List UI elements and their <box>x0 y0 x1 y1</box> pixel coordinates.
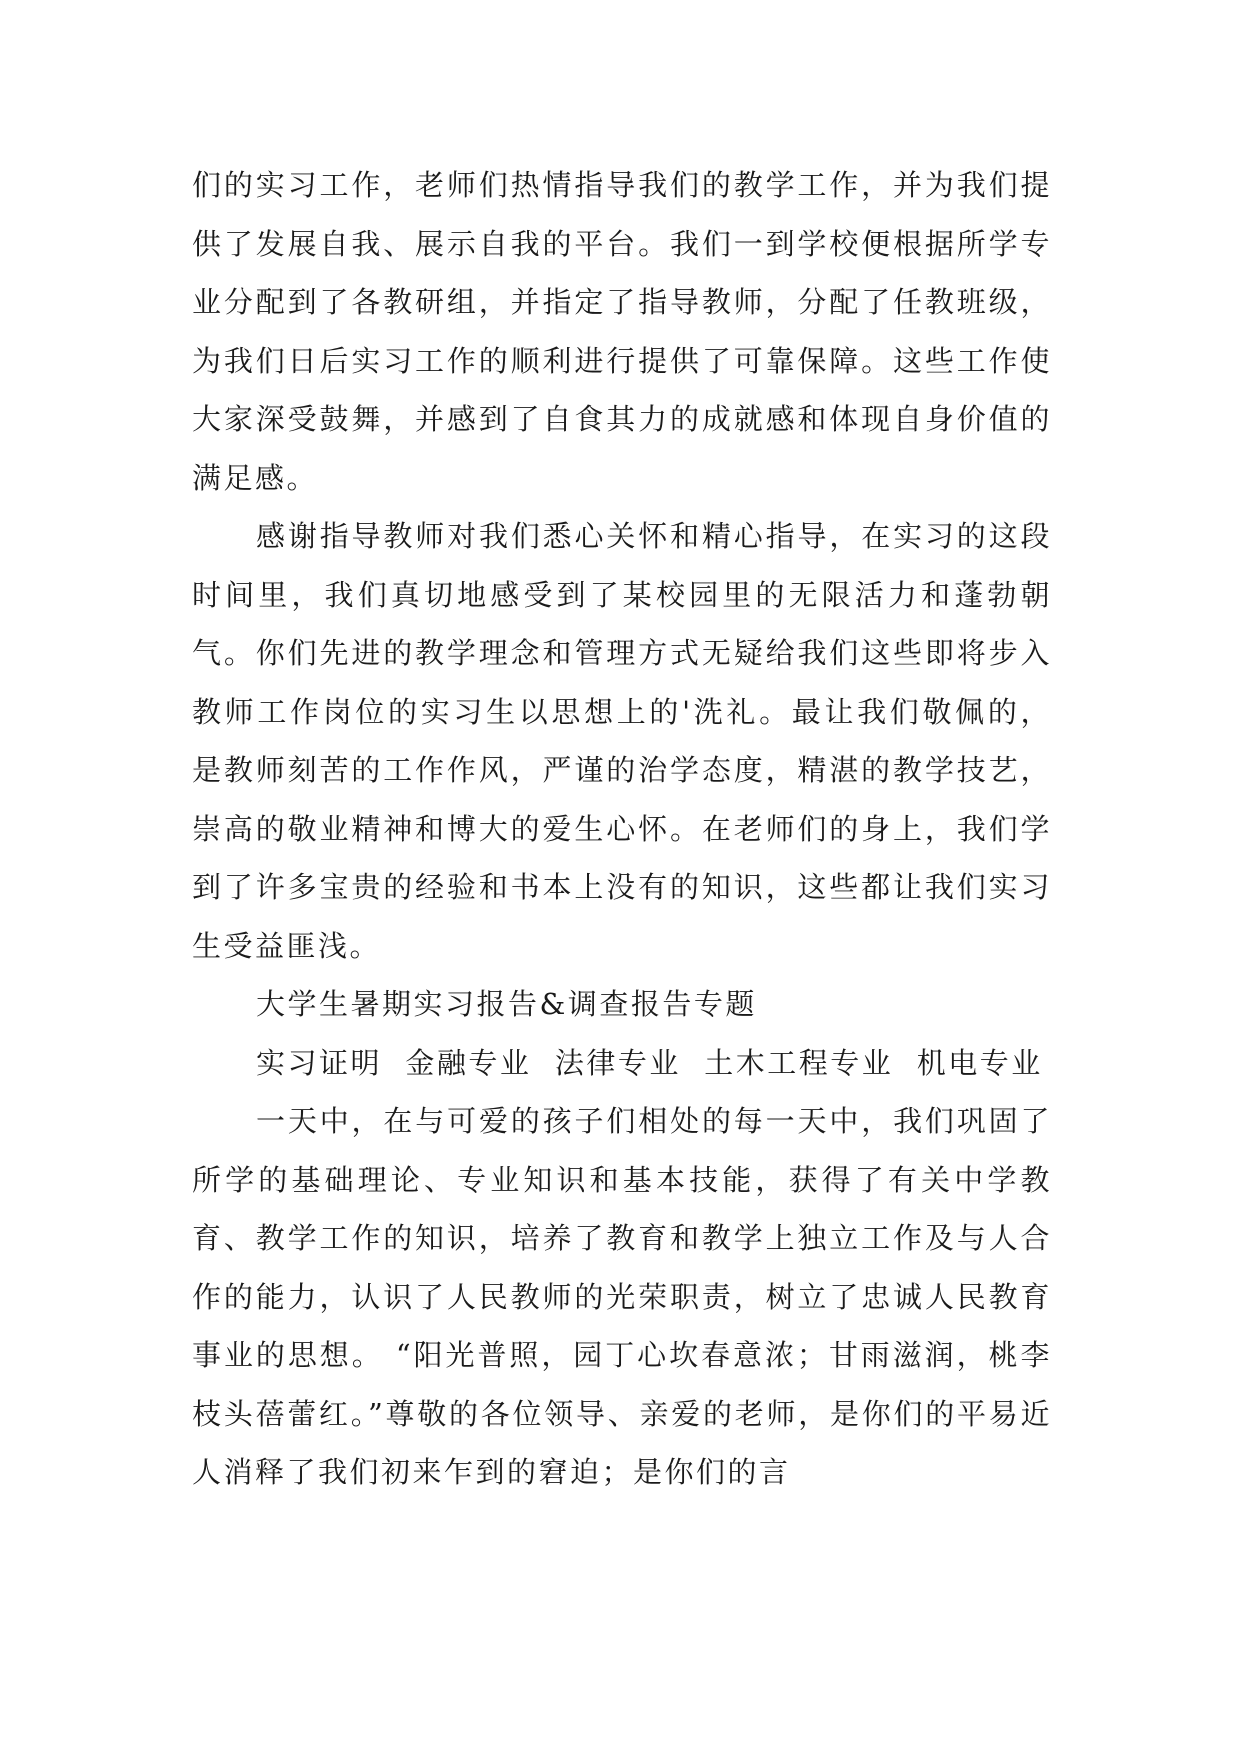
paragraph-topic-list: 实习证明 金融专业 法律专业 土木工程专业 机电专业 <box>256 1045 1043 1080</box>
paragraph-teacher-gratitude: 感谢指导教师对我们悉心关怀和精心指导，在实习的这段时间里，我们真切地感受到了某校园里的无限活力和蓬勃朝气。你们先进的教学理念和管理方式无疑给我们这些即将步入教师工作岗位的实习生以思想上的'洗礼。最让我们敬佩的，是教师刻苦的工作作风，严谨的治学态度，精湛的教学技艺，崇高的敬业精神和博大的爱生心怀。在老师们的身上，我们学到了许多宝贵的经验和书本上没有的知识，这些都让我们实习生受益匪浅。 <box>192 519 1052 963</box>
paragraph-topic-heading: 大学生暑期实习报告&调查报告专题 <box>256 987 757 1021</box>
paragraph-internship-thanks: 们的实习工作，老师们热情指导我们的教学工作，并为我们提供了发展自我、展示自我的平台。我们一到学校便根据所学专业分配到了各教研组，并指定了指导教师，分配了任教班级，为我们日后实习工作的顺利进行提供了可靠保障。这些工作使大家深受鼓舞，并感到了自食其力的成就感和体现自身价值的满足感。 <box>192 168 1052 495</box>
paragraph-daily-learning: 一天中，在与可爱的孩子们相处的每一天中，我们巩固了所学的基础理论、专业知识和基本技能，获得了有关中学教育、教学工作的知识，培养了教育和教学上独立工作及与人合作的能力，认识了人民教师的光荣职责，树立了忠诚人民教育事业的思想。 “阳光普照，园丁心坎春意浓；甘雨滋润，桃李枝头蓓蕾红。”尊敬的各位领导、亲爱的老师，是你们的平易近人消释了我们初来乍到的窘迫；是你们的言 <box>192 1104 1052 1489</box>
document-body <box>192 156 1052 1502</box>
